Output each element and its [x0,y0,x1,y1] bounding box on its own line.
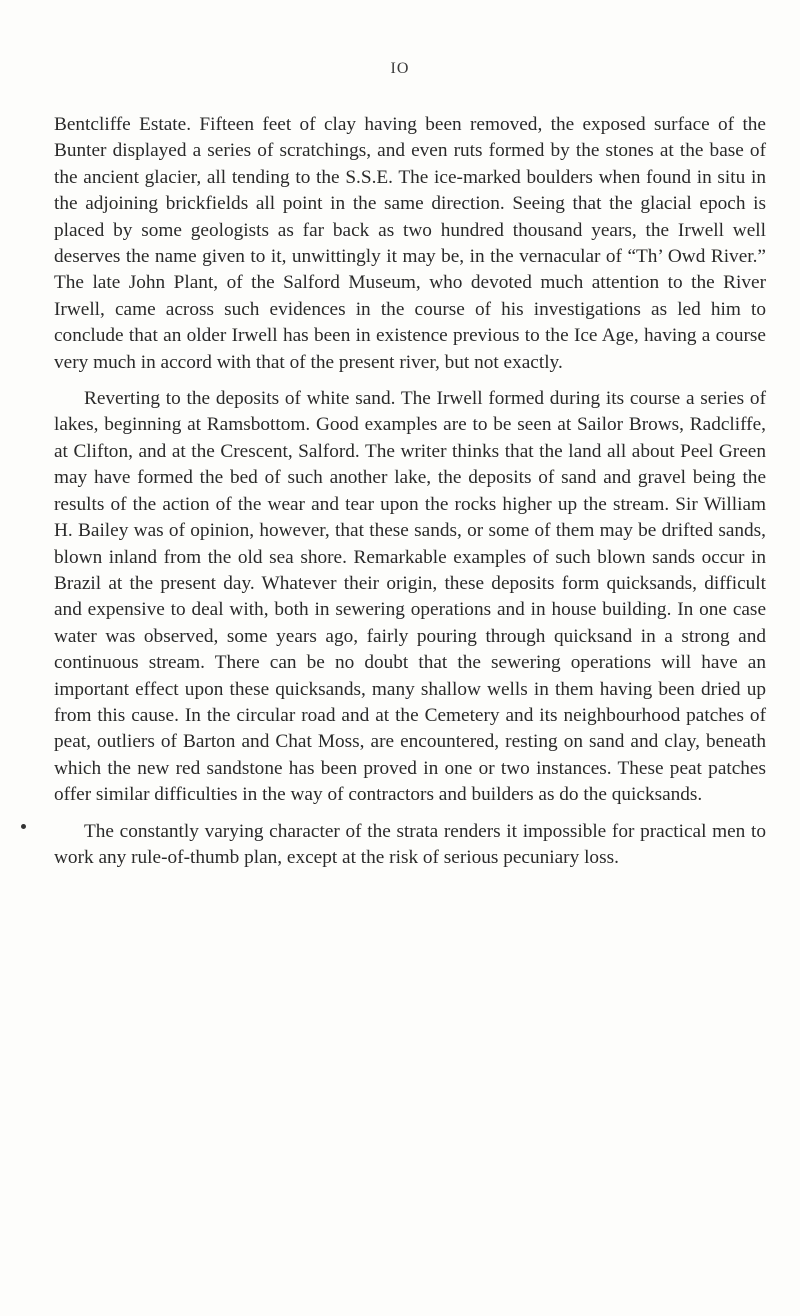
margin-mark [21,824,26,829]
body-text [54,112,766,881]
page-number: IO [390,60,410,77]
paragraph-3: The constantly varying character of the strata renders it impossible for practical men to work any rule-of-thumb plan, except at the risk of serious pecuniary loss. [54,820,766,868]
paragraph-2: Reverting to the deposits of white sand. The Irwell formed during its course a series of lakes, beginning at Ramsbottom. Good examples are to be seen at Sailor Brows, Radcliffe, at Clifton, and at the Crescent, Salford. The writer thinks that the land all about Peel Green may have formed the bed of such another lake, the deposits of sand and gravel being the results of the action of the wear and tear upon the rocks higher up the stream. Sir William H. Bailey was of opinion, however, that these sands, or some of them may be drifted sands, blown inland from the old sea shore. Remarkable examples of such blown sands occur in Brazil at the present day. Whatever their origin, these deposits form quicksands, difficult and expensive to deal with, both in sewering operations and in house building. In one case water was observed, some years ago, fairly pouring through quicksand in a strong and continuous stream. There can be no doubt that the sewering operations will have an important effect upon these quicksands, many shallow wells in them having been dried up from this cause. In the circular road and at the Cemetery and its neighbourhood patches of peat, outliers of Barton and Chat Moss, are encountered, resting on sand and clay, beneath which the new red sandstone has been proved in one or two instances. These peat patches offer similar difficulties in the way of contractors and builders as do the quicksands. [54,388,766,806]
paragraph-1: Bentcliffe Estate. Fifteen feet of clay having been removed, the exposed surface of the Bunter displayed a series of scratchings, and even ruts formed by the stones at the base of the ancient glacier, all tending to the S.S.E. The ice-marked boulders when found in situ in the adjoining brickfields all point in the same direction. Seeing that the glacial epoch is placed by some geologists as far back as two hundred thousand years, the Irwell well deserves the name given to it, unwittingly it may be, in the vernacular of “Th’ Owd River.” The late John Plant, of the Salford Museum, who devoted much attention to the River Irwell, came across such evidences in the course of his investigations as led him to conclude that an older Irwell has been in existence previous to the Ice Age, having a course very much in accord with that of the present river, but not exactly. [54,114,766,373]
